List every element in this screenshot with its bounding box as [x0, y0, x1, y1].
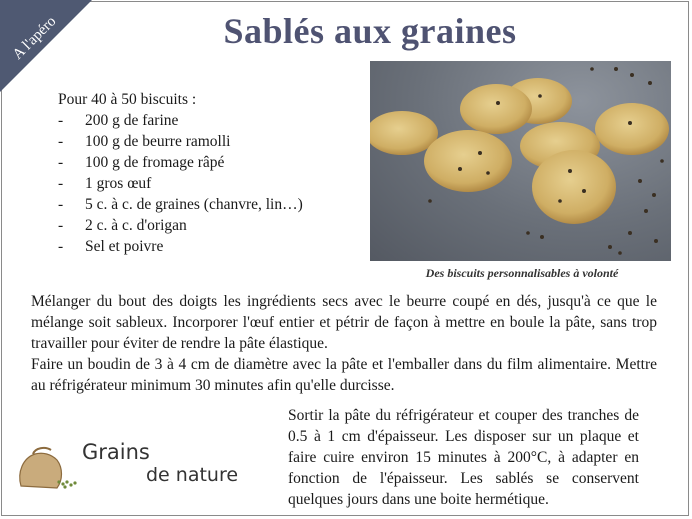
list-dash: -	[58, 154, 64, 171]
ingredient-item	[58, 131, 358, 152]
logo-line-1: Grains	[82, 440, 150, 464]
biscuits-photo	[370, 61, 671, 261]
ingredient-item	[58, 194, 358, 215]
ingredients-block	[58, 89, 358, 257]
list-dash: -	[58, 175, 64, 192]
corner-tag-label: A l'apéro	[9, 13, 60, 63]
ingredient-text: 1 gros œuf	[85, 175, 152, 192]
list-dash: -	[58, 217, 64, 234]
corner-tag	[0, 0, 92, 92]
method-paragraph-1: Mélanger du bout des doigts les ingrédients secs avec le beurre coupé en dés, jusqu'à ce que le mélange soit sableux. Incorporer l'œuf entier et pétrir de façon à mettre en boule la pâte, sans trop travailler pour éviter de rendre la pâte élastique.	[31, 293, 657, 352]
ingredient-text: 2 c. à c. d'origan	[85, 217, 187, 234]
list-dash: -	[58, 133, 64, 150]
list-dash: -	[58, 112, 64, 129]
ingredient-text: 100 g de fromage râpé	[85, 154, 225, 171]
ingredients-heading: Pour 40 à 50 biscuits :	[58, 91, 197, 108]
grains-de-nature-logo	[15, 442, 245, 492]
ingredient-text: Sel et poivre	[85, 238, 164, 255]
baking-paragraph: Sortir la pâte du réfrigérateur et couper des tranches de 0.5 à 1 cm d'épaisseur. Les disposer sur un plaque et faire cuire environ 15 minutes à 200°C, à adapter en fonction de l'épaisseur. Les sablés se conservent quelques jours dans une boite hermétique.	[288, 407, 639, 508]
ingredient-item	[58, 152, 358, 173]
list-dash: -	[58, 238, 64, 255]
list-dash: -	[58, 196, 64, 213]
ingredient-item	[58, 236, 358, 257]
logo-line-2: de nature	[146, 464, 239, 486]
seed-sack-icon	[15, 442, 81, 492]
ingredient-text: 200 g de farine	[85, 112, 179, 129]
photo-caption: Des biscuits personnalisables à volonté	[425, 266, 619, 280]
biscuits-illustration	[370, 61, 671, 261]
method-paragraph-2: Faire un boudin de 3 à 4 cm de diamètre avec la pâte et l'emballer dans du film alimentaire. Mettre au réfrigérateur minimum 30 minutes afin qu'elle durcisse.	[31, 356, 657, 394]
page-title: Sablés aux graines	[223, 11, 517, 51]
ingredients-list	[58, 110, 358, 257]
ingredient-item	[58, 215, 358, 236]
ingredient-item	[58, 110, 358, 131]
ingredient-text: 5 c. à c. de graines (chanvre, lin…)	[85, 196, 303, 213]
ingredient-text: 100 g de beurre ramolli	[85, 133, 231, 150]
ingredient-item	[58, 173, 358, 194]
method-block	[31, 291, 657, 396]
